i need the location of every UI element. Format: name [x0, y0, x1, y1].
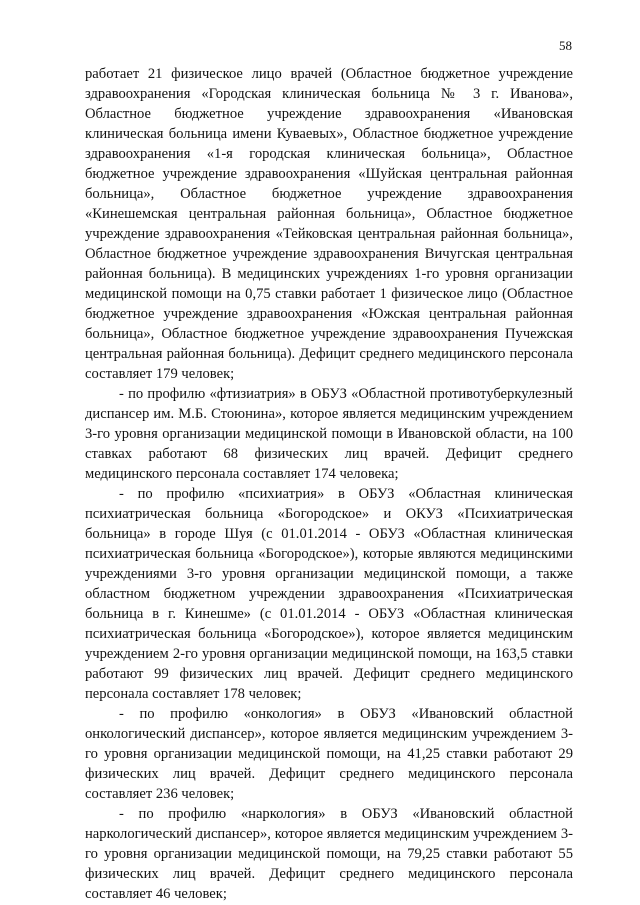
- page-number: 58: [559, 38, 572, 53]
- paragraph-oncology: - по профилю «онкология» в ОБУЗ «Ивановский областной онкологический диспансер», которое является медицинским учреждением 3-го уровня организации медицинской помощи, на 41,25 ставки работают 29 физических лиц врачей. Дефицит среднего медицинского персонала составляет 236 человек;: [85, 706, 573, 802]
- paragraph-continuation: работает 21 физическое лицо врачей (Областное бюджетное учреждение здравоохранения «Городская клиническая больница № 3 г. Иванова», Областное бюджетное учреждение здравоохранения «Ивановская клиническая больница имени Куваевых», Областное бюджетное учреждение здравоохранения «1-я городская клиническая больница», Областное бюджетное учреждение здравоохранения «Шуйская центральная районная больница», Областное бюджетное учреждение здравоохранения «Кинешемская центральная районная больница», Областное бюджетное учреждение здравоохранения «Тейковская центральная районная больница», Областное бюджетное учреждение здравоохранения Вичугская центральная районная больница). В медицинских учреждениях 1-го уровня организации медицинской помощи на 0,75 ставки работает 1 физическое лицо (Областное бюджетное учреждение здравоохранения «Южская центральная районная больница», Областное бюджетное учреждение здравоохранения Пучежская центральная районная больница). Дефицит среднего медицинского персонала составляет 179 человек;: [85, 66, 573, 382]
- document-body: [85, 64, 573, 904]
- paragraph-psychiatry: - по профилю «психиатрия» в ОБУЗ «Областная клиническая психиатрическая больница «Богородское» и ОКУЗ «Психиатрическая больница» в городе Шуя (с 01.01.2014 - ОБУЗ «Областная клиническая психиатрическая больница «Богородское»), которые являются медицинскими учреждениями 3-го уровня организации медицинской помощи, а также областном бюджетном учреждении здравоохранения «Психиатрическая больница в г. Кинешме» (с 01.01.2014 - ОБУЗ «Областная клиническая психиатрическая больница «Богородское»), которое является медицинским учреждением 2-го уровня организации медицинской помощи, на 163,5 ставки работают 99 физических лиц врачей. Дефицит среднего медицинского персонала составляет 178 человек;: [85, 486, 573, 702]
- paragraph-narcology: - по профилю «наркология» в ОБУЗ «Ивановский областной наркологический диспансер», которое является медицинским учреждением 3-го уровня организации медицинской помощи, на 79,25 ставки работают 55 физических лиц врачей. Дефицит среднего медицинского персонала составляет 46 человек;: [85, 806, 573, 902]
- paragraph-phthisiology: - по профилю «фтизиатрия» в ОБУЗ «Областной противотуберкулезный диспансер им. М.Б. Стоюнина», которое является медицинским учреждением 3-го уровня организации медицинской помощи в Ивановской области, на 100 ставках работают 68 физических лиц врачей. Дефицит среднего медицинского персонала составляет 174 человека;: [85, 386, 573, 482]
